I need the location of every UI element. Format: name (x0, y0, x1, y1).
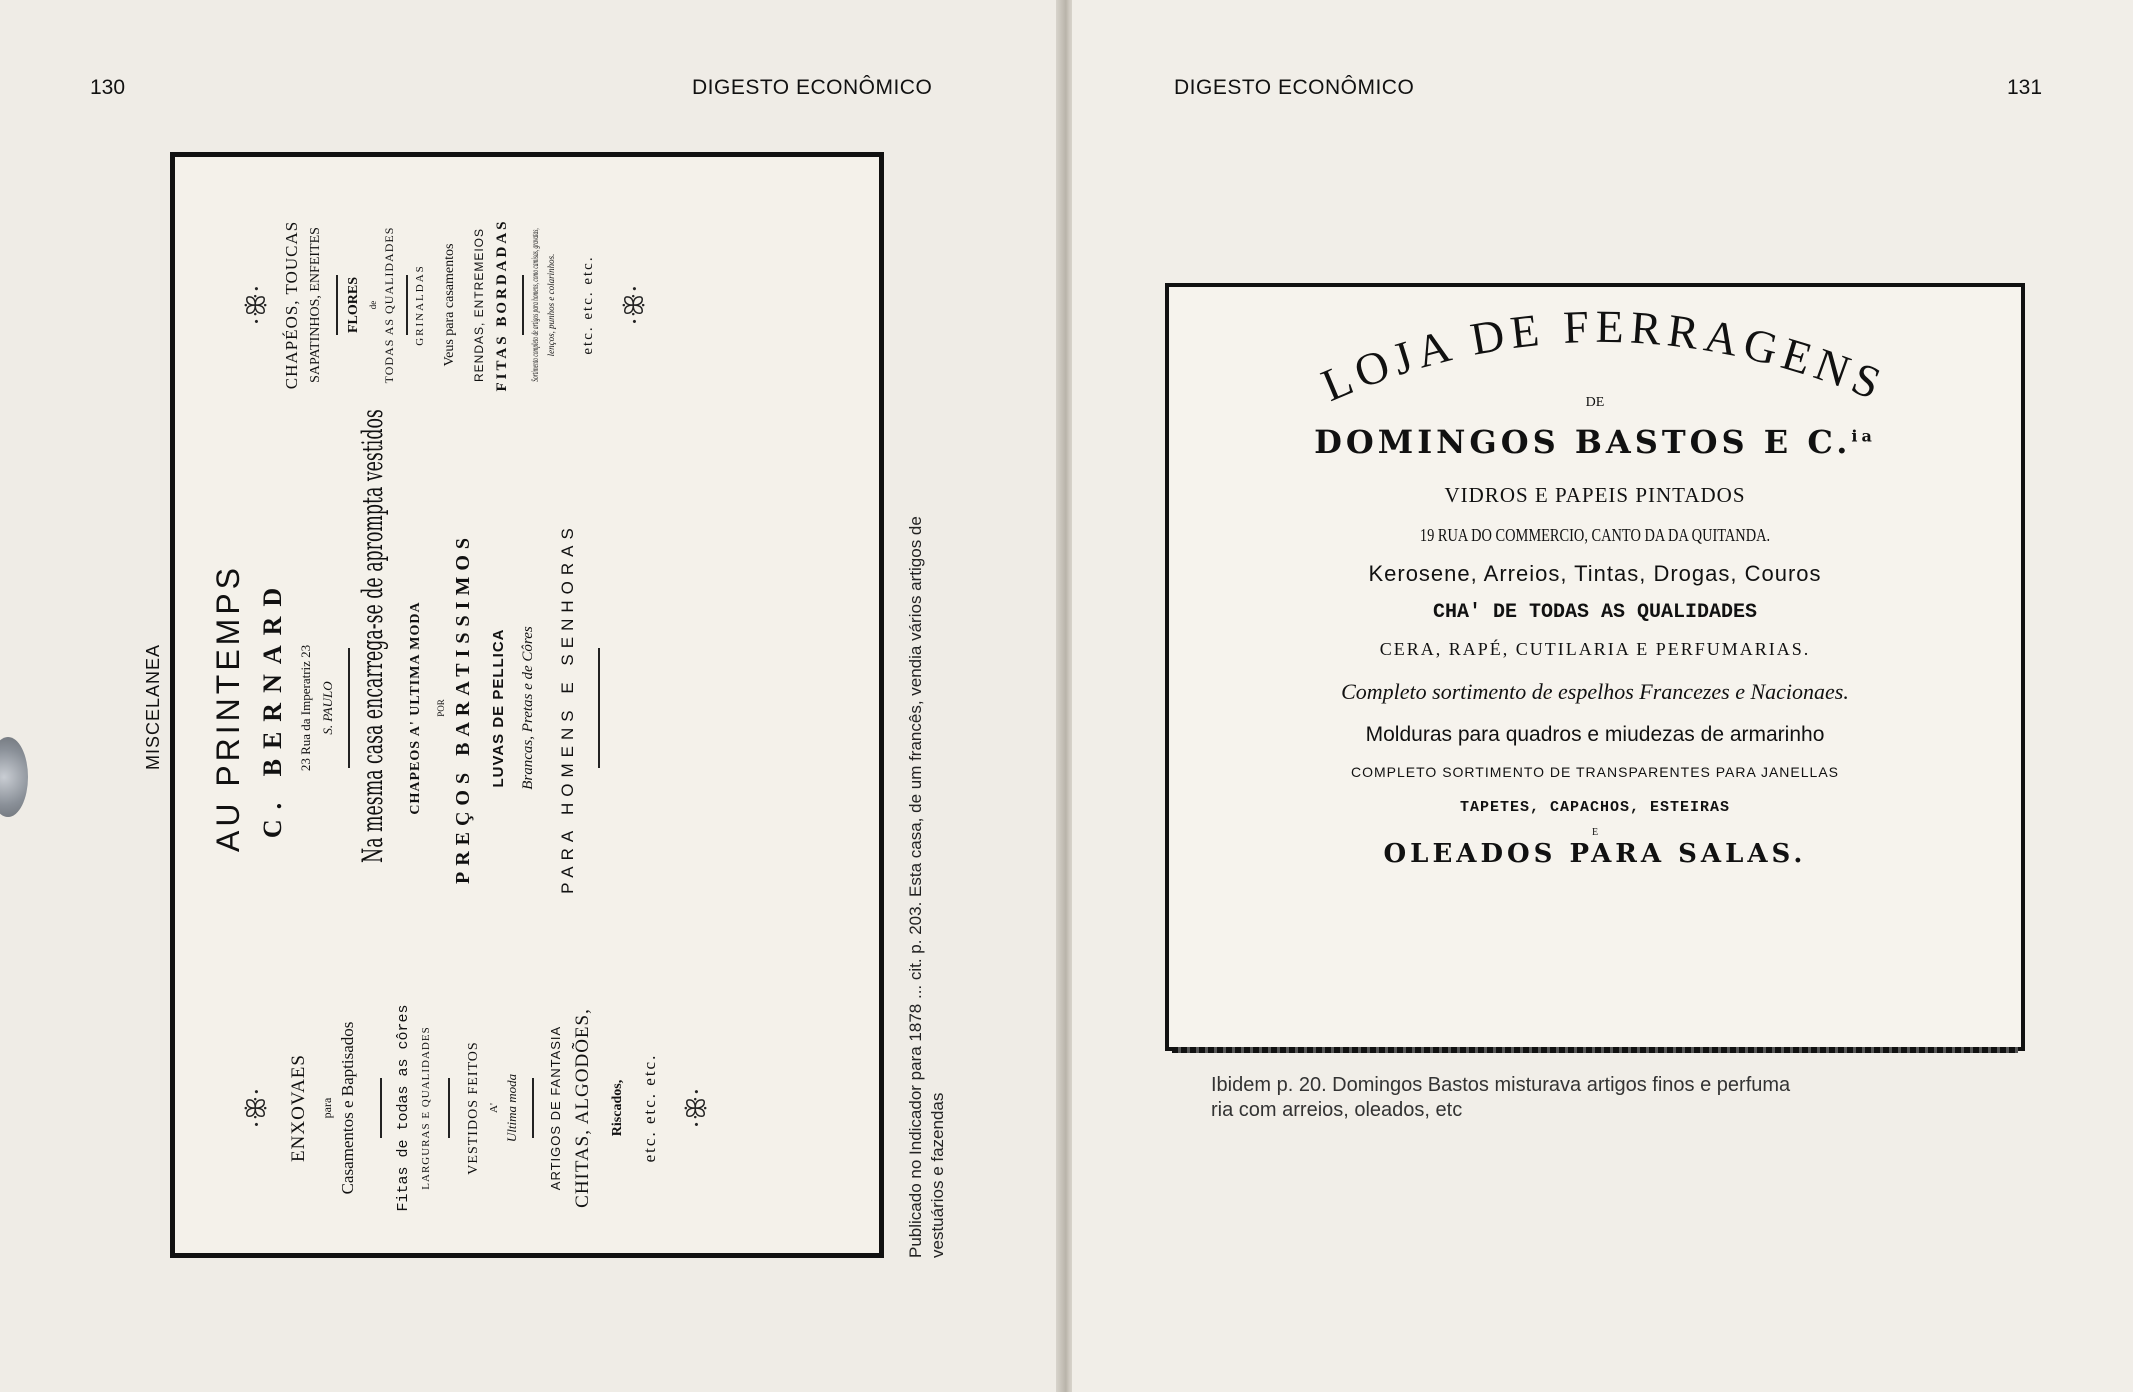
ad-right-column (170, 152, 884, 458)
ad-line: FLORES (346, 277, 361, 334)
divider (448, 1078, 450, 1138)
right-caption (1211, 1073, 2011, 1123)
ad-line: ENXOVAES (288, 1054, 309, 1162)
ad-left-column (170, 958, 884, 1258)
ad-line: CHITAS, ALGODÕES, (572, 1008, 593, 1208)
ad-line: POR (436, 699, 446, 717)
ad-line: etc. etc. etc. (640, 1053, 659, 1163)
ad-line: para (320, 1097, 334, 1119)
ad-line: PREÇOS BARATISSIMOS (452, 531, 474, 885)
ad-bottom-band (1172, 1047, 2018, 1053)
running-head-left: DIGESTO ECONÔMICO (692, 76, 933, 99)
ornament-icon: ·ꕥ· (620, 284, 649, 326)
ad-line: Fitas de todas as côres (395, 1004, 412, 1212)
ad-line: Veus para casamentos (442, 243, 457, 367)
page-number-left: 130 (90, 76, 126, 99)
ad-line: ARTIGOS DE FANTASIA (548, 1025, 563, 1191)
ad-line: COMPLETO SORTIMENTO DE TRANSPARENTES PARA JANELLAS (1351, 764, 1839, 780)
ad-line: CERA, RAPÉ, CUTILARIA E PERFUMARIAS. (1379, 639, 1811, 659)
ad-line: CHAPEOS A' ULTIMA MODA (408, 601, 423, 815)
ad-address: 23 Rua da Imperatriz 23 (298, 644, 313, 772)
ad-heading: LOJA DE FERRAGENS (1314, 300, 1894, 412)
ad-line: Riscados, (610, 1079, 625, 1137)
caption-line: ria com arreios, oleados, etc (1211, 1099, 1463, 1121)
ad-line: Na mesma casa encarrega-se de aprompta vestidos (356, 409, 389, 863)
ad-line: VIDROS E PAPEIS PINTADOS (1444, 483, 1746, 507)
ornament-icon: ·ꕥ· (242, 284, 271, 326)
ad-line: etc. etc. etc. (580, 255, 596, 355)
caption-line: vestuários e fazendas (928, 1092, 947, 1258)
ad-line: Molduras para quadros e miudezas de armarinho (1365, 723, 1825, 746)
ad-city: S. PAULO (320, 681, 335, 735)
loja-ferragens-ad (1165, 283, 2025, 1051)
running-head-right: DIGESTO ECONÔMICO (1174, 76, 1415, 99)
ad-line: CHA' DE TODAS AS QUALIDADES (1432, 601, 1758, 624)
ad-line: CHAPÉOS, TOUCAS (282, 220, 301, 390)
ad-line: Completo sortimento de espelhos Francezes e Nacionaes. (1341, 679, 1849, 704)
ad-title: AU PRINTEMPS (210, 563, 246, 853)
binder-hole (0, 737, 28, 817)
ad-center-column (170, 409, 884, 958)
divider (336, 275, 338, 335)
ad-line: DE (1585, 395, 1605, 410)
ad-line: A' (488, 1103, 500, 1113)
ad-line: RENDAS, ENTREMEIOS (472, 227, 486, 383)
divider (522, 275, 524, 335)
ad-line: SAPATINHOS, ENFEITES (308, 227, 323, 383)
divider (406, 275, 408, 335)
ad-owner (1169, 423, 2021, 461)
divider (380, 1078, 382, 1138)
divider (532, 1078, 534, 1138)
owner-suffix: ia (1851, 426, 1876, 446)
ad-line: Casamentos e Baptisados (338, 1021, 357, 1195)
ornament-icon: ·ꕥ· (242, 1087, 271, 1129)
ad-line: Sortimento completo de artigos para homens, como camisas, gravatas, (530, 228, 540, 382)
ad-line: GRINALDAS (414, 264, 426, 346)
ad-line: Brancas, Pretas e de Côres (520, 626, 536, 790)
ad-line: LARGURAS E QUALIDADES (420, 1026, 432, 1190)
ad-line: de (368, 300, 378, 310)
arched-heading (1169, 287, 2021, 437)
ad-line: 19 RUA DO COMMERCIO, CANTO DA DA QUITANDA. (1419, 525, 1771, 545)
ad-line: Ultima moda (504, 1073, 519, 1143)
ad-line: FITAS BORDADAS (494, 218, 510, 392)
divider (598, 648, 600, 768)
owner-name: DOMINGOS BASTOS E C. (1314, 423, 1852, 461)
ad-line: lenços, punhos e colarinhos. (546, 253, 556, 357)
ad-line: VESTIDOS FEITOS (466, 1041, 481, 1175)
caption-line: Ibidem p. 20. Domingos Bastos misturava artigos finos e perfuma (1211, 1074, 1791, 1096)
ad-line: Kerosene, Arreios, Tintas, Drogas, Couros (1368, 561, 1822, 586)
ad-line: LUVAS DE PELLICA (490, 628, 507, 788)
ad-line: OLEADOS PARA SALAS. (1383, 839, 1807, 869)
ad-line: TODAS AS QUALIDADES (382, 226, 396, 384)
ornament-icon: ·ꕥ· (682, 1087, 711, 1129)
section-label: MISCELANEA (143, 643, 163, 770)
ad-owner: C. BERNARD (258, 577, 287, 839)
au-printemps-ad (170, 152, 884, 1258)
page-number-right: 131 (2007, 76, 2043, 99)
left-caption (905, 152, 965, 1258)
caption-line: Publicado no Indicador para 1878 ... cit. p. 203. Esta casa, de um francês, vendia vários artigos de (906, 516, 925, 1258)
ad-line: E (1591, 827, 1599, 838)
ad-line: PARA HOMENS E SENHORAS (558, 522, 577, 894)
divider (348, 648, 350, 768)
ad-line: TAPETES, CAPACHOS, ESTEIRAS (1459, 799, 1731, 816)
